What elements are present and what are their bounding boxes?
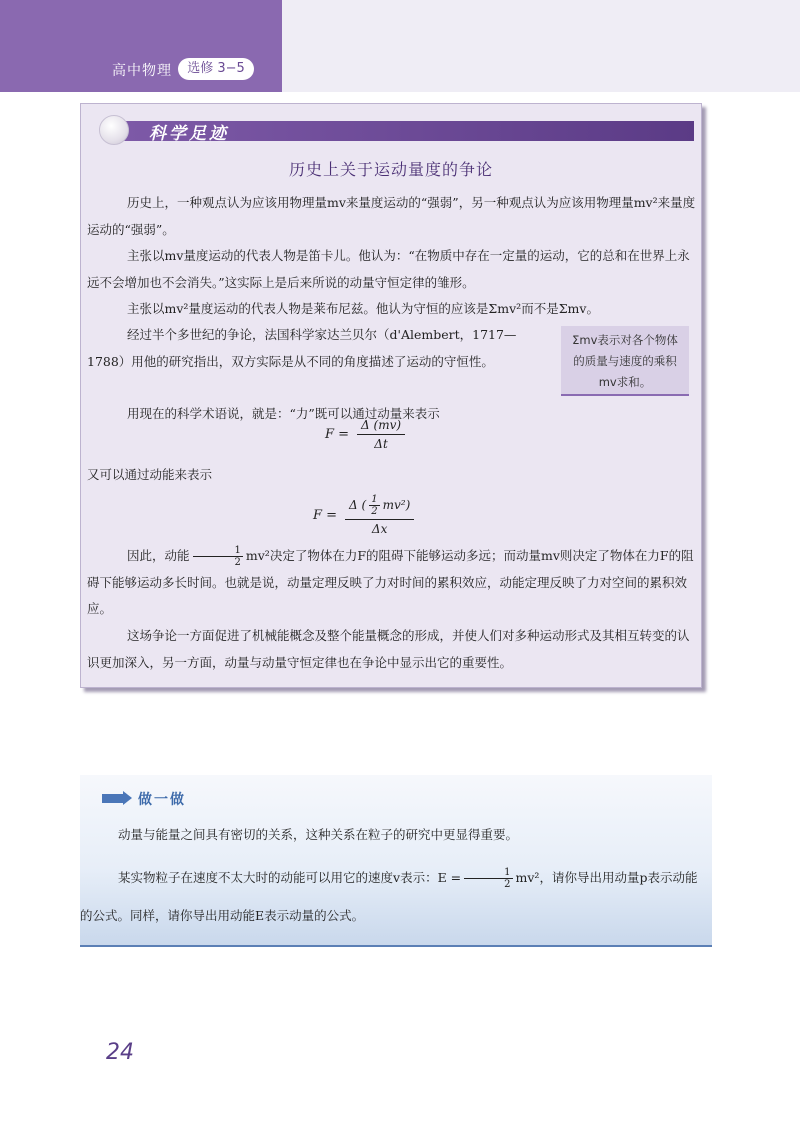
ribbon-bullet-icon — [99, 115, 129, 145]
formula-fraction — [357, 418, 405, 451]
half-num: 1 — [464, 867, 512, 879]
formula-lhs: F = — [325, 427, 350, 442]
paragraph-2: 主张以mv量度运动的代表人物是笛卡儿。他认为：“在物质中存在一定量的运动，它的总和在世界上永远不会增加也不会消失。”这实际上是后来所说的动量守恒定律的雏形。 — [87, 248, 690, 290]
margin-note: Σmv表示对各个物体的质量与速度的乘积mv求和。 — [561, 326, 689, 396]
p7-rest: mv²决定了物体在力F的阻碍下能够运动多远；而动量mv则决定了物体在力F的阻碍下能够运动多长时间。也就是说，动量定理反映了力对时间的累积效应，动能定理反映了力对空间的累积效应。 — [87, 548, 694, 616]
formula-kinetic-energy — [313, 494, 414, 536]
p7-prefix: 因此，动能 — [127, 548, 190, 563]
numerator-prefix: Δ ( — [349, 498, 367, 512]
half-den: 2 — [504, 879, 511, 890]
paragraph-5: 用现在的科学术语说，就是：“力”既可以通过动量来表示 — [127, 406, 440, 421]
numerator-suffix: mv²) — [382, 498, 411, 512]
a2-rest: mv²，请你导出用动量p表示动能的公式。同样，请你导出用动能E表示动量的公式。 — [80, 870, 698, 923]
formula-denominator: Δx — [371, 522, 388, 536]
formula-numerator: Δ (mv) — [357, 418, 405, 435]
formula-numerator — [345, 494, 414, 520]
activity-paragraph-2 — [80, 859, 702, 935]
science-footprint-box — [80, 103, 702, 688]
activity-paragraph-1: 动量与能量之间具有密切的关系，这种关系在粒子的研究中更显得重要。 — [118, 827, 519, 842]
paragraph-1: 历史上，一种观点认为应该用物理量mv来量度运动的“强弱”，另一种观点认为应该用物理量mv²来量度运动的“强弱”。 — [87, 195, 696, 237]
half-num: 1 — [193, 545, 243, 557]
volume-badge: 选修 3−5 — [178, 58, 254, 80]
arrow-tip-icon — [123, 791, 132, 805]
half-fraction — [369, 494, 379, 517]
activity-title: 做一做 — [138, 792, 186, 808]
try-it-box — [80, 775, 712, 947]
paragraph-8: 这场争论一方面促进了机械能概念及整个能量概念的形成，并使人们对多种运动形式及其相互转变的认识更加深入，另一方面，动量与动量守恒定律也在争论中显示出它的重要性。 — [87, 628, 690, 670]
paragraph-7 — [87, 543, 697, 623]
formula-lhs: F = — [313, 507, 338, 523]
half-fraction — [193, 545, 243, 568]
paragraph-6: 又可以通过动能来表示 — [87, 467, 213, 482]
half-den: 2 — [234, 557, 241, 568]
formula-denominator: Δt — [374, 437, 388, 451]
formula-fraction — [345, 494, 414, 536]
paragraph-3: 主张以mv²量度运动的代表人物是莱布尼兹。他认为守恒的应该是Σmv²而不是Σmv。 — [127, 301, 599, 316]
arrow-icon — [102, 794, 124, 803]
a2-prefix: 某实物粒子在速度不太大时的动能可以用它的速度v表示：E = — [118, 870, 462, 885]
article-title: 历史上关于运动量度的争论 — [288, 160, 493, 179]
page-number: 24 — [106, 1040, 134, 1065]
book-title: 高中物理 — [112, 63, 172, 79]
section-label: 科学足迹 — [149, 124, 229, 144]
formula-momentum — [325, 418, 405, 451]
half-num: 1 — [371, 494, 378, 505]
half-fraction — [464, 867, 512, 890]
half-den: 2 — [371, 506, 378, 517]
section-ribbon — [111, 121, 694, 144]
paragraph-4: 经过半个多世纪的争论，法国科学家达兰贝尔（d'Alembert，1717—1788）用他的研究指出，双方实际是从不同的角度描述了运动的守恒性。 — [87, 327, 517, 369]
